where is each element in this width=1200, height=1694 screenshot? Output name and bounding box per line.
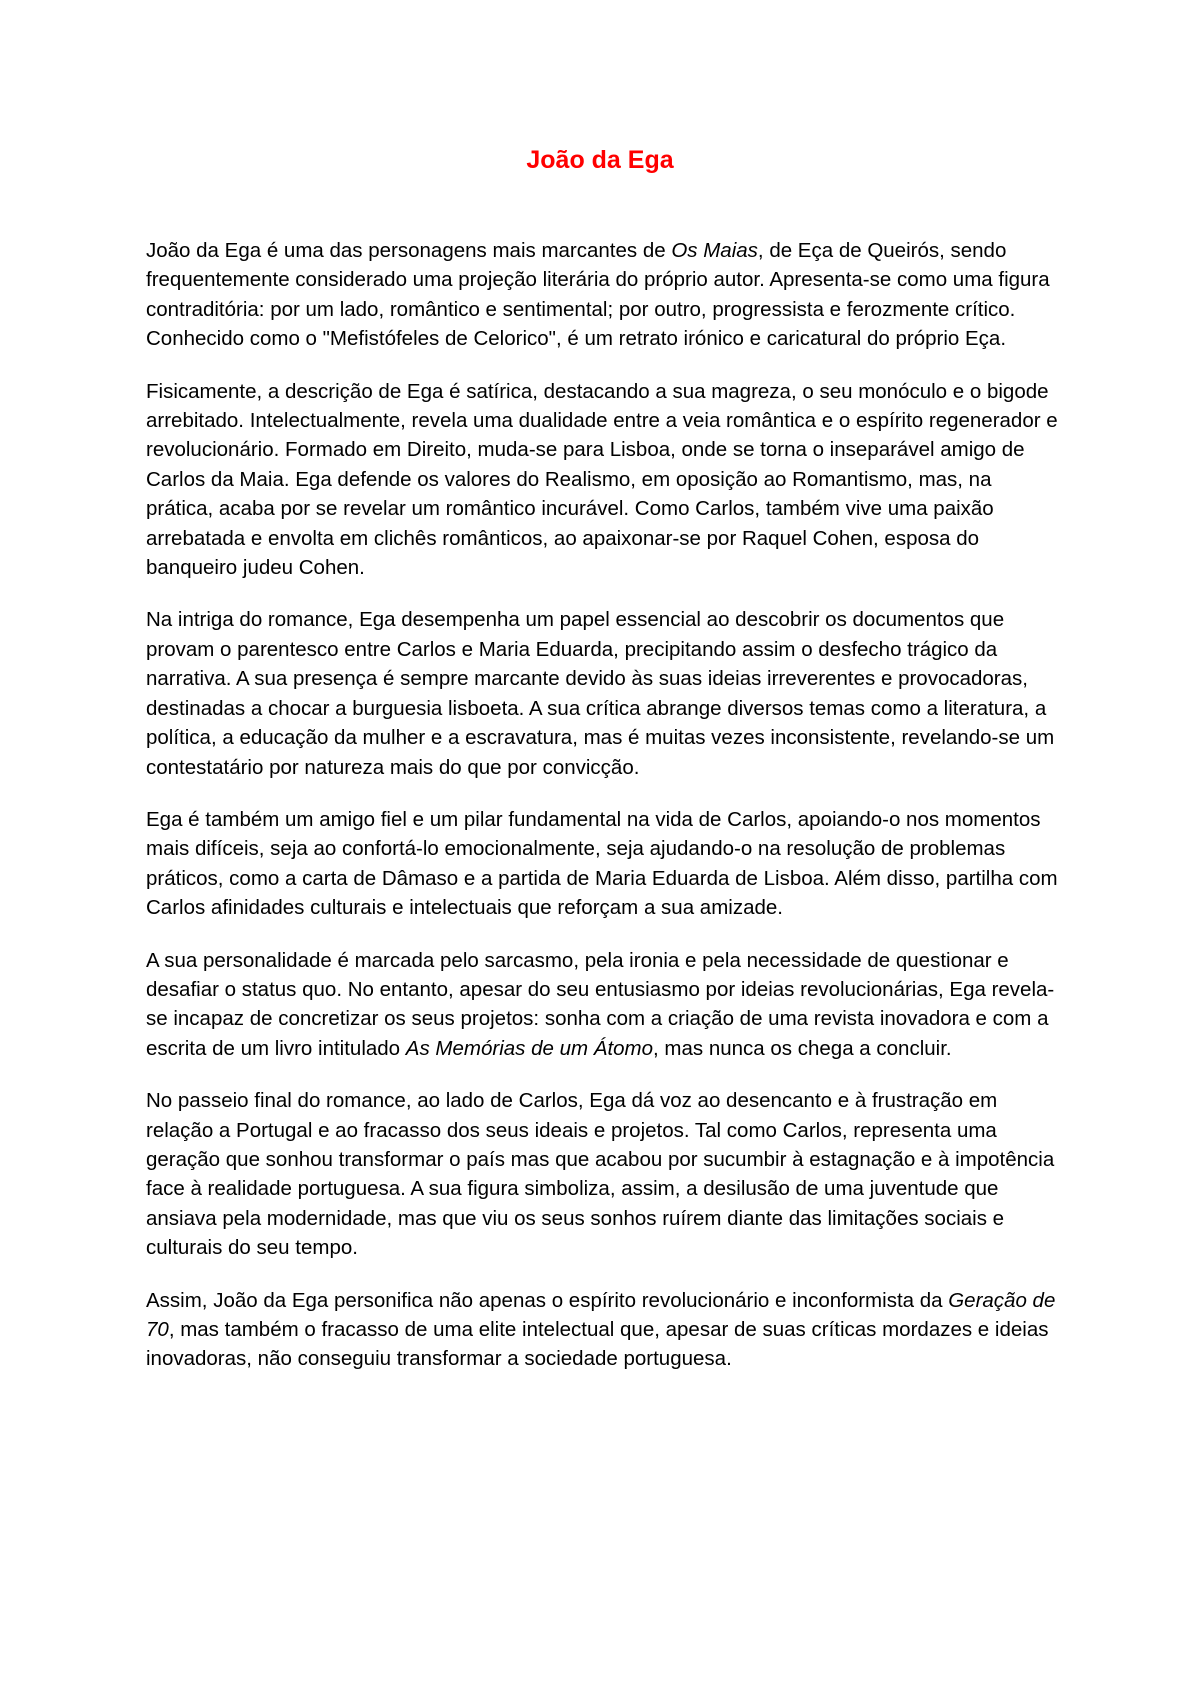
document-title: João da Ega <box>526 146 674 174</box>
paragraph-text: Assim, João da Ega personifica não apenas o espírito revolucionário e inconformista da <box>146 1288 949 1312</box>
italic-title-text: As Memórias de um Átomo <box>405 1036 654 1060</box>
italic-title-text: Os Maias <box>671 239 758 262</box>
paragraph-text: , de Eça de Queirós, sendo frequentemente considerado uma projeção literária do próprio autor. Apresenta-se como uma figura contraditória: por um lado, romântico e sentimental; por outro, progressista e ferozmente crítico. Conhecido como o "Mefistófeles de Celorico", é um retrato irónico e caricatural do próprio Eça. <box>146 239 1050 351</box>
paragraph-text: , mas nunca os chega a concluir. <box>653 1036 952 1060</box>
paragraph-text: A sua personalidade é marcada pelo sarcasmo, pela ironia e pela necessidade de questionar e desafiar o status quo. No entanto, apesar do seu entusiasmo por ideias revolucionárias, Ega revela-se incapaz de concretizar os seus projetos: sonha com a criação de uma revista inovadora e com a escrita de um livro intitulado <box>146 948 1055 1060</box>
italic-title-text: Geração de 70 <box>146 1288 1056 1341</box>
paragraph-text: No passeio final do romance, ao lado de Carlos, Ega dá voz ao desencanto e à frustração em relação a Portugal e ao fracasso dos seus ideais e projetos. Tal como Carlos, representa uma geração que sonhou transformar o país mas que acabou por sucumbir à estagnação e à impotência face à realidade portuguesa. A sua figura simboliza, assim, a desilusão de uma juventude que ansiava pela modernidade, mas que viu os seus sonhos ruírem diante das limitações sociais e culturais do seu tempo. <box>146 1089 1055 1260</box>
body-paragraph <box>146 946 1061 1064</box>
paragraph-text: , mas também o fracasso de uma elite intelectual que, apesar de suas críticas mordazes e ideias inovadoras, não conseguiu transformar a sociedade portuguesa. <box>146 1318 1049 1371</box>
body-paragraph <box>146 1086 1061 1262</box>
paragraph-text: João da Ega é uma das personagens mais marcantes de <box>146 239 672 262</box>
body-paragraph <box>146 805 1061 923</box>
body-paragraph <box>146 377 1061 583</box>
paragraph-text: Ega é também um amigo fiel e um pilar fundamental na vida de Carlos, apoiando-o nos momentos mais difíceis, seja ao confortá-lo emocionalmente, seja ajudando-o na resolução de problemas práticos, como a carta de Dâmaso e a partida de Maria Eduarda de Lisboa. Além disso, partilha com Carlos afinidades culturais e intelectuais que reforçam a sua amizade. <box>146 807 1058 920</box>
paragraph-text: Fisicamente, a descrição de Ega é satírica, destacando a sua magreza, o seu monóculo e o bigode arrebitado. Intelectualmente, revela uma dualidade entre a veia romântica e o espírito regenerador e revolucionário. Formado em Direito, muda-se para Lisboa, onde se torna o inseparável amigo de Carlos da Maia. Ega defende os valores do Realismo, em oposição ao Romantismo, mas, na prática, acaba por se revelar um romântico incurável. Como Carlos, também vive uma paixão arrebatada e envolta em clichês românticos, ao apaixonar-se por Raquel Cohen, esposa do banqueiro judeu Cohen. <box>146 379 1058 580</box>
body-paragraph <box>146 1286 1061 1374</box>
paragraph-text: Na intriga do romance, Ega desempenha um papel essencial ao descobrir os documentos que provam o parentesco entre Carlos e Maria Eduarda, precipitando assim o desfecho trágico da narrativa. A sua presença é sempre marcante devido às suas ideias irreverentes e provocadoras, destinadas a chocar a burguesia lisboeta. A sua crítica abrange diversos temas como a literatura, a política, a educação da mulher e a escravatura, mas é muitas vezes inconsistente, revelando-se um contestatário por natureza mais do que por convicção. <box>146 608 1055 779</box>
body-paragraph <box>146 236 1061 354</box>
document-body <box>146 236 1061 1397</box>
body-paragraph <box>146 605 1061 781</box>
